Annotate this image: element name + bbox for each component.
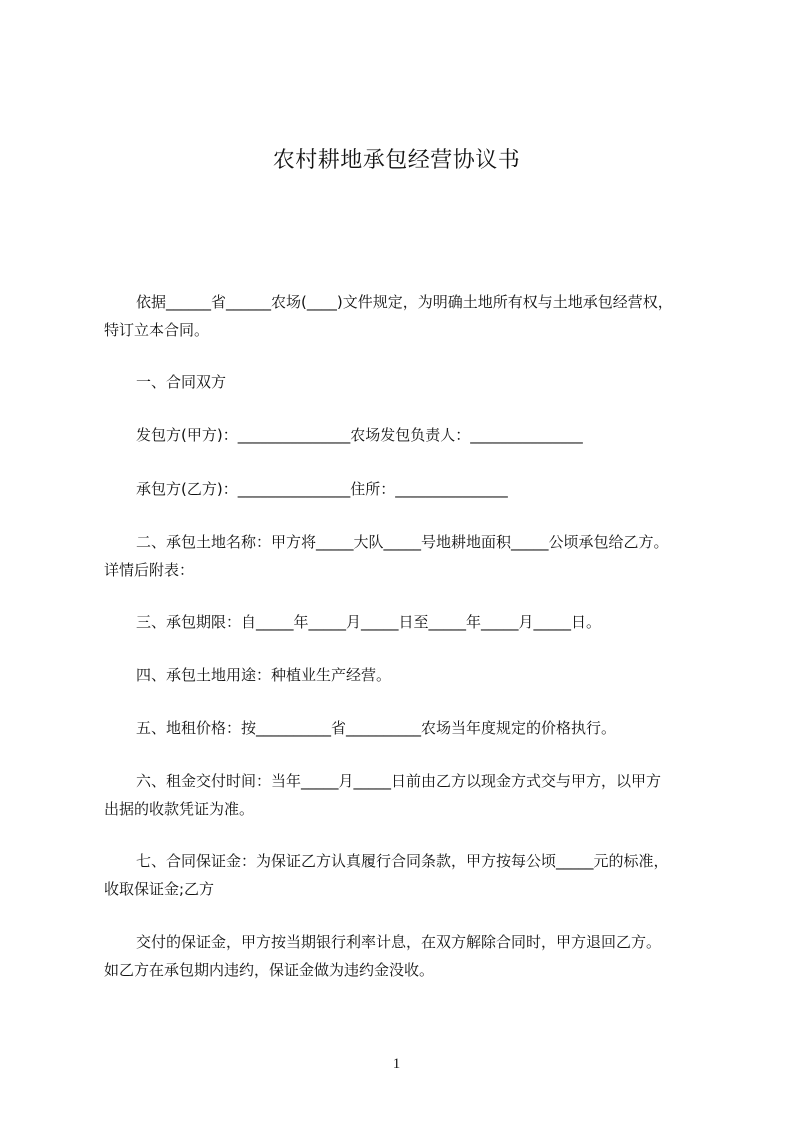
section-payment-line2: 出据的收款凭证为准。	[104, 800, 255, 818]
paragraph-intro-line1: 依据______省______农场(____)文件规定，为明确土地所有权与土地承包经营权，	[136, 293, 673, 311]
section-rent-line: 五、地租价格：按__________省__________农场当年度规定的价格执行。	[136, 719, 617, 737]
section-deposit-line4: 如乙方在承包期内违约，保证金做为违约金没收。	[104, 961, 435, 979]
paragraph-intro-line2: 特订立本合同。	[104, 321, 210, 339]
party-a-line: 发包方(甲方)：_______________农场发包负责人：_______________	[136, 426, 583, 444]
section-term-line: 三、承包期限：自_____年_____月_____日至_____年_____月_____日。	[136, 613, 602, 631]
section-heading-parties: 一、合同双方	[136, 373, 227, 391]
section-deposit-line1: 七、合同保证金：为保证乙方认真履行合同条款，甲方按每公顷_____元的标准，	[136, 852, 669, 870]
page-number: 1	[392, 1056, 401, 1072]
section-deposit-line3: 交付的保证金，甲方按当期银行利率计息，在双方解除合同时，甲方退回乙方。	[136, 933, 662, 951]
document-title: 农村耕地承包经营协议书	[272, 148, 521, 173]
section-use-line: 四、承包土地用途：种植业生产经营。	[136, 666, 392, 684]
section-payment-line1: 六、租金交付时间：当年_____月_____日前由乙方以现金方式交与甲方，以甲方	[136, 772, 662, 790]
section-land-line1: 二、承包土地名称：甲方将_____大队_____号地耕地面积_____公顷承包给乙方。	[136, 533, 669, 551]
section-deposit-line2: 收取保证金;乙方	[104, 880, 215, 898]
section-land-line2: 详情后附表：	[104, 561, 195, 579]
party-b-line: 承包方(乙方)：_______________住所：_______________	[136, 480, 508, 498]
